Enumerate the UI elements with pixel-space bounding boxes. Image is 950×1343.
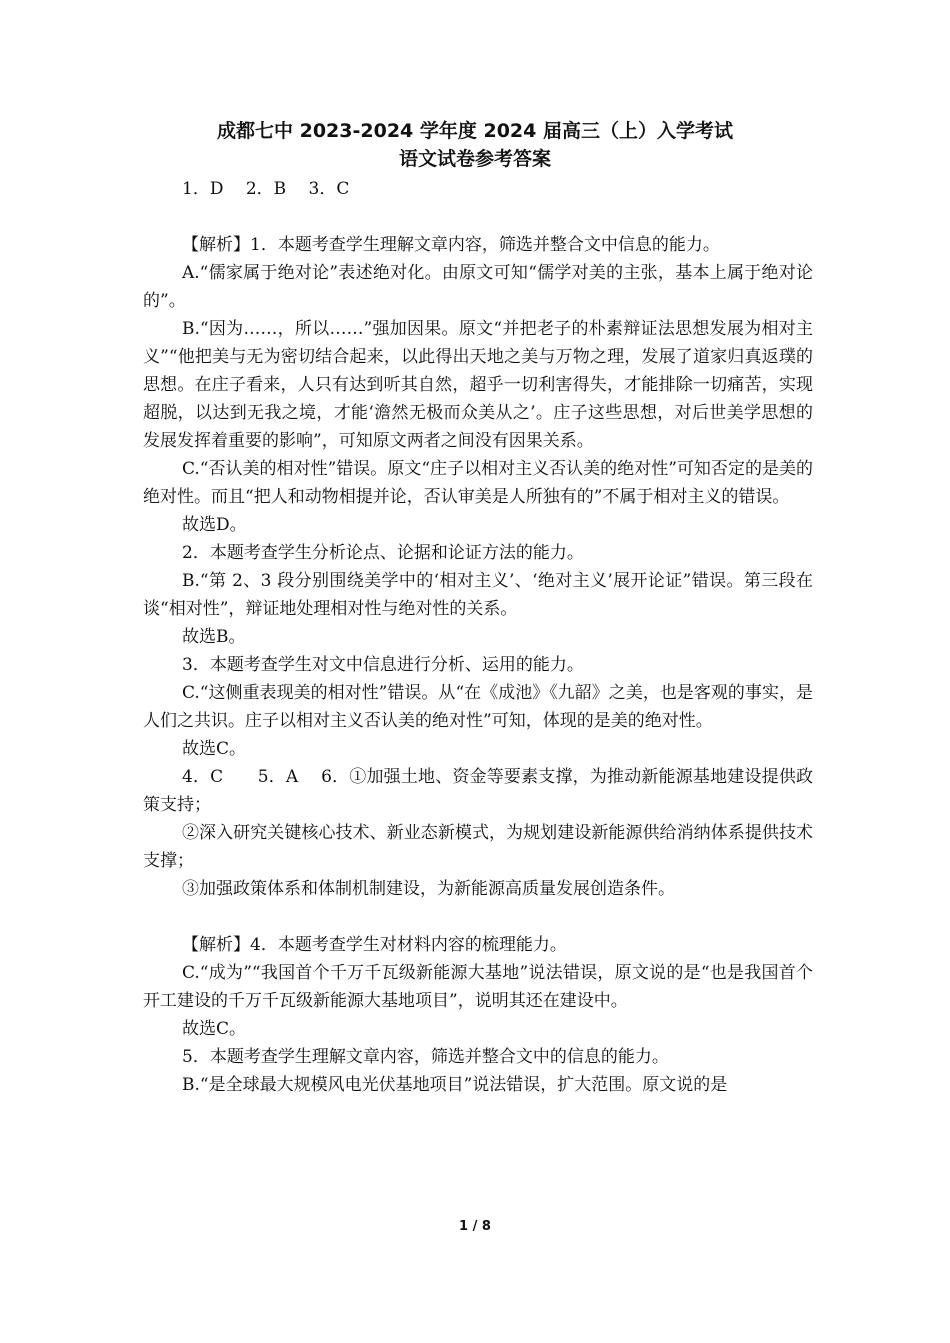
analysis-5-intro: 5．本题考查学生理解文章内容，筛选并整合文中的信息的能力。 — [182, 1047, 669, 1067]
analysis-1-option-c: C.“否认美的相对性”错误。原文“庄子以相对主义否认美的绝对性”可知否定的是美的绝对性。而且“把人和动物相提并论，否认审美是人所独有的”不属于相对主义的错误。 — [143, 459, 813, 507]
analysis-1-intro: 【解析】1．本题考查学生理解文章内容，筛选并整合文中信息的能力。 — [182, 235, 720, 255]
answer-body — [143, 175, 813, 1099]
analysis-1-option-b: B.“因为……，所以……”强加因果。原文“并把老子的朴素辩证法思想发展为相对主义”“他把美与无为密切结合起来，以此得出天地之美与万物之理，发展了道家归真返璞的思想。在庄子看来，人只有达到听其自然，超乎一切利害得失，才能排除一切痛苦，实现超脱，以达到无我之境，才能‘澹然无极而众美从之’。庄子这些思想，对后世美学思想的发展发挥着重要的影响”，可知原文两者之间没有因果关系。 — [143, 319, 813, 451]
analysis-1-option-a: A.“儒家属于绝对论”表述绝对化。由原文可知“儒学对美的主张，基本上属于绝对论的”。 — [143, 263, 813, 311]
page-number: 1 / 8 — [459, 1219, 491, 1234]
analysis-2-intro: 2．本题考查学生分析论点、论据和论证方法的能力。 — [182, 543, 584, 563]
choose-d: 故选D。 — [182, 515, 247, 535]
analysis-4-option-c: C.“成为”“我国首个千万千瓦级新能源大基地”说法错误，原文说的是“也是我国首个开工建设的千万千瓦级新能源大基地项目”，说明其还在建设中。 — [143, 963, 813, 1011]
choose-c: 故选C。 — [182, 1019, 247, 1039]
analysis-3-intro: 3．本题考查学生对文中信息进行分析、运用的能力。 — [182, 655, 584, 675]
document-title: 成都七中 2023-2024 学年度 2024 届高三（上）入学考试 — [217, 120, 733, 142]
analysis-4-intro: 【解析】4．本题考查学生对材料内容的梳理能力。 — [182, 935, 567, 955]
answer-6-point-3: ③加强政策体系和体制机制建设，为新能源高质量发展创造条件。 — [182, 879, 675, 899]
analysis-3-option-c: C.“这侧重表现美的相对性”错误。从“在《成池》《九韶》之美，也是客观的事实，是人们之共识。庄子以相对主义否认美的绝对性”可知，体现的是美的绝对性。 — [143, 683, 813, 731]
answers-4-6: 4．C 5．A 6．①加强土地、资金等要素支撑，为推动新能源基地建设提供政策支持； — [143, 767, 813, 815]
document-subtitle: 语文试卷参考答案 — [398, 148, 551, 170]
blank-line — [143, 903, 813, 931]
choose-b: 故选B。 — [182, 627, 246, 647]
answer-6-point-2: ②深入研究关键核心技术、新业态新模式，为规划建设新能源供给消纳体系提供技术支撑； — [143, 823, 813, 871]
blank-line — [143, 203, 813, 231]
choose-c: 故选C。 — [182, 739, 247, 759]
answers-1-3: 1．D 2．B 3．C — [182, 179, 350, 199]
analysis-2-option-b: B.“第 2、3 段分别围绕美学中的‘相对主义’、‘绝对主义’展开论证”错误。第三段在谈“相对性”，辩证地处理相对性与绝对性的关系。 — [143, 571, 813, 619]
analysis-5-option-b: B.“是全球最大规模风电光伏基地项目”说法错误，扩大范围。原文说的是 — [182, 1075, 728, 1095]
